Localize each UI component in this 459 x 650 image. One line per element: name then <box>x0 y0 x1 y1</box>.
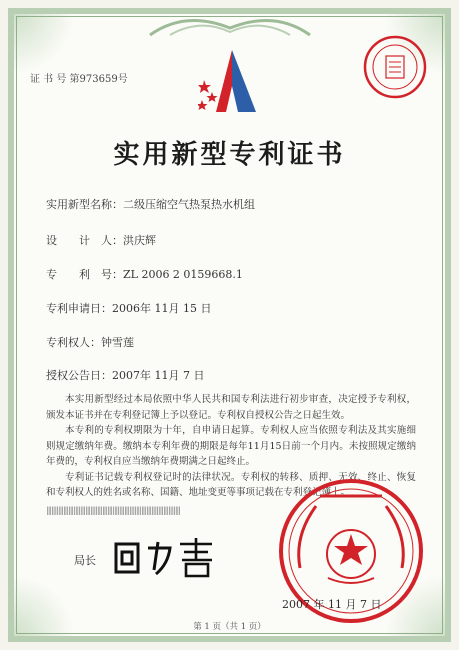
top-ornament <box>140 10 320 40</box>
page-number: 第 1 页（共 1 页） <box>193 622 266 632</box>
issue-date: 2007 年 11 月 7 日 <box>282 598 382 611</box>
director-signature <box>108 534 228 580</box>
certificate-number: 证 书 号 第973659号 <box>30 74 128 85</box>
barcode-strip: ||||||||||||||||||||||||||||||||||||||||||||||||||||||||||||||||||||||||||||||| <box>46 505 180 515</box>
field-application-date: 专利申请日：2006年 11月 15 日 <box>46 302 212 315</box>
field-utility-model-name: 实用新型名称：二级压缩空气热泵热水机组 <box>46 198 255 211</box>
field-patent-number: 专 利 号：ZL 2006 2 0159668.1 <box>46 268 243 281</box>
director-label: 局长 <box>74 554 96 567</box>
field-designer: 设 计 人：洪庆辉 <box>46 234 156 247</box>
body-paragraph: 专利证书记载专利权登记时的法律状况。专利权的转移、质押、无效、终止、恢复和专利权人的姓名或名称、国籍、地址变更等事项记载在专利登记簿上。 <box>46 471 416 498</box>
body-paragraph: 本专利的专利权期限为十年，自申请日起算。专利权人应当依照专利法及其实施细则规定缴纳年费。缴纳本专利年费的期限是每年11月15日前一个月内。未按照规定缴纳年费的，专利权自应当缴纳年费期满之日起终止。 <box>46 425 416 467</box>
certificate-title: 实用新型专利证书 <box>113 140 346 170</box>
field-patentee: 专利权人：钟雪莲 <box>46 336 134 349</box>
patent-office-logo-icon <box>198 46 262 116</box>
top-right-seal <box>362 34 428 100</box>
field-grant-date: 授权公告日：2007年 11月 7 日 <box>46 369 205 382</box>
body-paragraph: 本实用新型经过本局依照中华人民共和国专利法进行初步审查，决定授予专利权，颁发本证书并在专利登记簿上予以登记。专利权自授权公告之日起生效。 <box>46 394 416 421</box>
